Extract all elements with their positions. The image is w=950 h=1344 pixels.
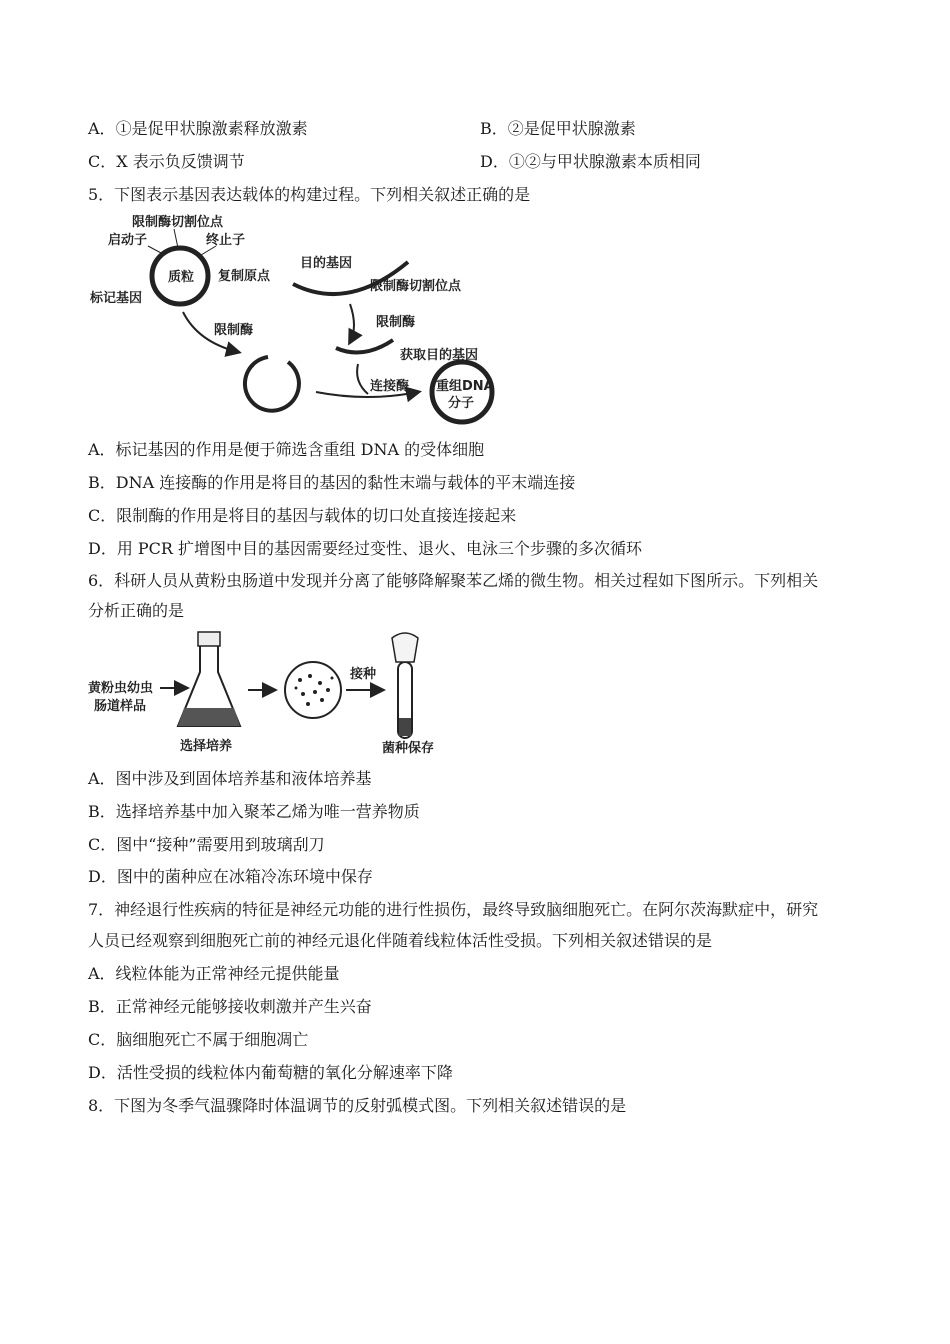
label-restriction-site-right: 限制酶切割位点 — [370, 279, 462, 294]
q7-option-b: B．正常神经元能够接收刺激并产生兴奋 — [88, 997, 372, 1016]
label-restriction-site-top: 限制酶切割位点 — [132, 215, 224, 230]
q7-stem-line1: 7．神经退行性疾病的特征是神经元功能的进行性损伤，最终导致脑细胞死亡。在阿尔茨海默症中，研究 — [88, 900, 819, 919]
q4-option-b: B．②是促甲状腺激素 — [480, 119, 636, 138]
q6-option-c: C．图中“接种”需要用到玻璃刮刀 — [88, 835, 325, 854]
q8-stem: 8．下图为冬季气温骤降时体温调节的反射弧模式图。下列相关叙述错误的是 — [88, 1096, 627, 1115]
q7-option-a: A．线粒体能为正常神经元提供能量 — [88, 964, 340, 983]
q6-stem-line1: 6．科研人员从黄粉虫肠道中发现并分离了能够降解聚苯乙烯的微生物。相关过程如下图所示。下列相关 — [88, 571, 819, 590]
label-sample-1: 黄粉虫幼虫 — [88, 681, 154, 696]
q7-option-d: D．活性受损的线粒体内葡萄糖的氧化分解速率下降 — [88, 1063, 453, 1082]
q5-option-b: B．DNA 连接酶的作用是将目的基因的黏性末端与载体的平末端连接 — [88, 473, 576, 492]
q7-stem-line2: 人员已经观察到细胞死亡前的神经元退化伴随着线粒体活性受损。下列相关叙述错误的是 — [88, 931, 713, 950]
q5-option-d: D．用 PCR 扩增图中目的基因需要经过变性、退火、电泳三个步骤的多次循环 — [88, 539, 643, 558]
label-marker: 标记基因 — [90, 291, 143, 306]
q6-culture-figure — [88, 628, 448, 760]
label-recombinant-2: 分子 — [448, 396, 475, 411]
q6-option-d: D．图中的菌种应在冰箱冷冻环境中保存 — [88, 867, 373, 886]
label-recombinant-1: 重组DNA — [436, 379, 494, 394]
label-inoculate: 接种 — [350, 667, 377, 682]
label-obtain-gene: 获取目的基因 — [400, 348, 479, 363]
q6-option-b: B．选择培养基中加入聚苯乙烯为唯一营养物质 — [88, 802, 420, 821]
label-ligase: 连接酶 — [370, 379, 410, 394]
label-plasmid: 质粒 — [168, 270, 195, 285]
label-origin: 复制原点 — [218, 269, 271, 284]
q5-option-a: A．标记基因的作用是便于筛选含重组 DNA 的受体细胞 — [88, 440, 485, 459]
cut-plasmid — [245, 357, 299, 411]
q4-option-a: A．①是促甲状腺激素释放激素 — [88, 119, 308, 138]
label-enzyme-2: 限制酶 — [376, 315, 416, 330]
label-selective-culture: 选择培养 — [180, 739, 233, 754]
petri-dish-icon — [285, 662, 341, 718]
q4-option-c: C．X 表示负反馈调节 — [88, 152, 245, 171]
q6-stem-line2: 分析正确的是 — [88, 601, 185, 620]
label-terminator: 终止子 — [206, 233, 246, 248]
label-promoter: 启动子 — [108, 233, 148, 248]
q4-option-d: D．①②与甲状腺激素本质相同 — [480, 152, 701, 171]
q6-option-a: A．图中涉及到固体培养基和液体培养基 — [88, 769, 372, 788]
q5-stem: 5．下图表示基因表达载体的构建过程。下列相关叙述正确的是 — [88, 185, 531, 204]
q7-option-c: C．脑细胞死亡不属于细胞凋亡 — [88, 1030, 309, 1049]
label-enzyme-1: 限制酶 — [214, 323, 254, 338]
label-preserve: 菌种保存 — [382, 741, 435, 756]
label-target-gene: 目的基因 — [300, 256, 353, 271]
q5-vector-construction-figure — [88, 212, 508, 427]
label-sample-2: 肠道样品 — [94, 699, 147, 714]
cut-gene — [336, 340, 393, 353]
q5-option-c: C．限制酶的作用是将目的基因与载体的切口处直接连接起来 — [88, 506, 517, 525]
